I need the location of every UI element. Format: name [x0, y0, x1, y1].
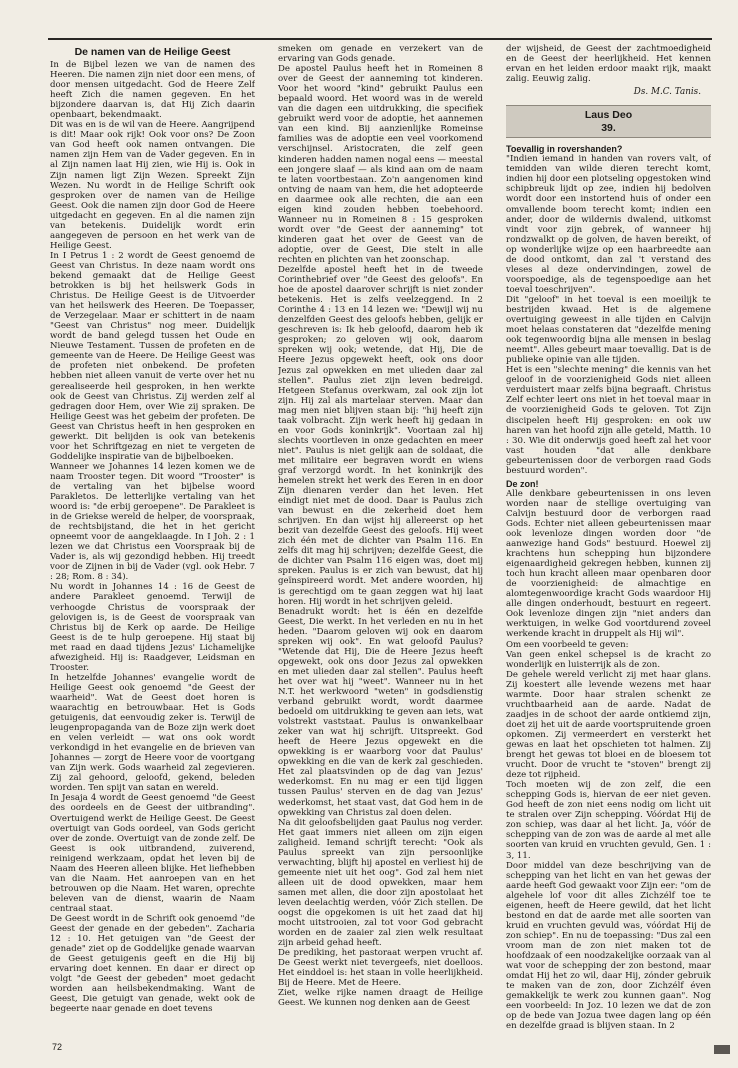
- paragraph: Ziet, welke rijke namen draagt de Heilige Geest. We kunnen nog denken aan de Geest: [278, 988, 483, 1009]
- paragraph: smeken om genade en verzekert van de ervaring van Gods genade.: [278, 44, 483, 65]
- top-rule: [48, 38, 712, 40]
- paragraph: De prediking, het pastoraat werpen vrucht af. De Geest werkt niet tevergeefs, niet doelloos. Het einddoel is: het staan in volle heerlijkheid. Bij de Heere. Met de Heere.: [278, 948, 483, 989]
- paragraph: In Jesaja 4 wordt de Geest genoemd "de Geest des oordeels en de Geest der uitbranding". Overtuigend werkt de Heilige Geest. De Geest overtuigt van Gods oordeel, van Gods gericht over de zonde. Overtuigt van de zonde zelf. De Geest is ook uitbrandend, zuiverend, reinigend werkzaam, opdat het leven bij de Naam des Heeren alleen blijke. Het liefhebben van die Naam. Het aanroepen van en het betrouwen op die Naam. Het waren, oprechte beleven van de dienst, waarin de Naam centraal staat.: [50, 793, 255, 914]
- paragraph: Dezelfde apostel heeft het in de tweede Corinthebrief over "de Geest des geloofs". En hoe de apostel daarover schrijft is niet zonder betekenis. Het is zelfs veelzeggend. In 2 Corinthe 4 : 13 en 14 lezen we: "Dewijl wij nu denzelfden Geest des geloofs hebben, gelijk er geschreven is: Ik heb geloofd, daarom heb ik gesproken; zo geloven wij ook, daarom spreken wij ook; wetende, dat Hij, Die de Heere Jezus opgewekt heeft, ook ons door Jezus zal opwekken en met ulieden daar zal stellen". Paulus ziet zijn leven bedreigd. Hetgeen Stefanus overkwam, zal ook zijn lot zijn. Hij zal als martelaar sterven. Maar dan mag men niet blijven staan bij: "hij heeft zijn taak volbracht. Zijn werk heeft hij gedaan in en voor Gods koninkrijk". Voortaan zal hij slechts voortleven in onze gedachten en meer niet". Paulus is niet gelijk aan de soldaat, die met militaire eer begraven wordt en wiens graf verzorgd wordt. In het koninkrijk des hemelen strekt het werk des Eeren in en door Zijn dienaren verder dan het leven. Het eindigt niet met de dood. Daar is Paulus zich van bewust en die zekerheid doet hem schrijven. En dan wijst hij allereerst op het bezit van dezelfde Geest des geloofs. Hij weet zich één met de dichter van Psalm 116. En zelfs dit mag hij schrijven; dezelfde Geest, die de dichter van Psalm 116 eigen was, doet mij spreken. Paulus is er zich van bewust, dat hij geïnspireerd wordt. Met andere woorden, hij is gerechtigd om te gaan zeggen wat hij laat horen. Hij wordt in het schrijven geleid.: [278, 265, 483, 607]
- paragraph: Door middel van deze beschrijving van de schepping van het licht en van het gewas der aarde heeft God gewaakt voor Zijn eer: "om de algehele lof voor dit alles Zichzélf toe te eigenen, heeft de Heere gewild, dat het licht bestond en dat de aarde met alle soorten van kruid en vruchten gevuld was, vóórdat Hij de zon schiep". En nu de toepassing: "Dus zal een vroom man de zon niet maken tot de hoofdzaak of een noodzakelijke oorzaak van al wat voor de schepping der zon bestond, maar omdat Hij het zo wil, daar Hij, zónder gebruik te maken van de zon, door Zichzélf éven gemakkelijk te werk zou kunnen gaan". Nog een voorbeeld: In Joz. 10 lezen we dat de zon op de bede van Jozua twee dagen lang op één en dezelfde graad is blijven staan. In 2: [506, 860, 711, 1032]
- section-number: 39.: [601, 121, 616, 134]
- subheading-2: De zon!: [506, 478, 539, 489]
- column-3: [506, 44, 711, 1034]
- section-heading-box: [506, 105, 711, 138]
- article-title: De namen van de Heilige Geest: [74, 46, 231, 58]
- paragraph: De apostel Paulus heeft het in Romeinen 8 over de Geest der aanneming tot kinderen. Voor het woord "kind" gebruikt Paulus een bepaald woord. Het woord was in de wereld van die dagen een uitdrukking, die specifiek gebruikt werd voor de adoptie, het aannemen van een kind. Bij aanzienlijke Romeinse families was de adoptie een veel voorkomend verschijnsel. Aristocraten, die zelf geen kinderen hadden namen nogal eens — meestal een jongere slaaf — als kind aan om de naam te laten voortbestaan. Zo'n aangenomen kind ontving de naam van hem, die het adopteerde en daarmee ook alle rechten, die aan een eigen kind zouden hebben toebehoord. Wanneer nu in Romeinen 8 : 15 gesproken wordt over "de Geest der aanneming" tot kinderen gaat het over de Geest van de adoptie, over de Geest, Die stelt in alle rechten en plichten van het zoonschap.: [278, 64, 483, 265]
- paragraph: Toch moeten wij de zon zelf, die een schepping Gods is, hiervan de eer niet geven. God heeft de zon niet eens nodig om licht uit te stralen over Zijn schepping. Vóórdat Hij de zon schiep, was daar al het licht. Ja, vóór de schepping van de zon was de aarde al met alle soorten van kruid en vruchten gevuld, Gen. 1 : 3, 11.: [506, 780, 711, 861]
- paragraph: Wanneer we Johannes 14 lezen komen we de naam Trooster tegen. Dit woord "Trooster" is de vertaling van het bijbelse woord Parakletos. De letterlijke vertaling van het woord is: "de erbij geroepene". De Parakleet is in de Griekse wereld de helper, de voorspraak, de rechtsbijstand, die het in het gericht opneemt voor de aangeklaagde. In I Joh. 2 : 1 lezen we dat Christus een Voorspraak bij de Vader is, als wij gezondigd hebben. Hij treedt voor de Zijnen in bij de Vader (vgl. ook Hebr. 7 : 28; Rom. 8 : 34).: [50, 461, 255, 583]
- paragraph: Na dit geloofsbelijden gaat Paulus nog verder. Het gaat immers niet alleen om zijn eigen zaligheid. Iemand schrijft terecht: "Ook als Paulus spreekt van zijn persoonlijke verwachting, blijft hij apostel en verliest hij de gemeente niet uit het oog". God zal hem niet alleen uit de dood opwekken, maar hem samen met allen, die door zijn apostolaat het leven deelachtig werden, vóór Zich stellen. De oogst die opgekomen is uit het zaad dat hij mocht uitstrooien, zal tot voor God gebracht worden en de zaaier zal zien welk resultaat zijn arbeid gehad heeft.: [278, 817, 483, 949]
- paragraph: Benadrukt wordt: het is één en dezelfde Geest, Die werkt. In het verleden en nu in het heden. "Daarom geloven wij ook en daarom spreken wij ook". En wat geloofd Paulus? "Wetende dat Hij, Die de Heere Jezus heeft opgewekt, ook ons door Jezus zal opwekken en met ulieden daar zal stellen". Paulus heeft het over wat hij "weet". Wanneer nu in het N.T. het werkwoord "weten" in godsdienstig verband gebruikt wordt, wordt daarmee bedoeld om uitdrukking te geven aan iets, wat volstrekt vaststaat. Paulus is onwankelbaar zeker van wat hij schrijft. Uitspreekt. God heeft de Heere Jezus opgewekt en die opwekking is er waarborg voor dat Paulus' opwekking en die van de kerk zal geschieden. Het zal plaatsvinden op de dag van Jezus' wederkomst. En nu mag er een tijd liggen tussen Paulus' sterven en de dag van Jezus' wederkomst, het staat vast, dat God hem in de opwekking van Christus zal doen delen.: [278, 606, 483, 818]
- paragraph: In hetzelfde Johannes' evangelie wordt de Heilige Geest ook genoemd "de Geest der waarheid". Wat de Geest doet horen is waarachtig en betrouwbaar. Het is Gods getuigenis, dat eenvoudig zeker is. Terwijl de leugenpropaganda van de Boze zijn werk doet en velen verleidt — wat ons ook wordt verkondigd in het evangelie en de brieven van Johannes — zorgt de Heere voor de voortgang van Zijn werk. Gods waarheid zal zegevieren. Zij zal gehoord, geloofd, gekend, beleden worden. Ten spijt van satan en wereld.: [50, 672, 255, 794]
- paragraph: "Indien iemand in handen van rovers valt, of temidden van wilde dieren terecht komt, indien hij door een plotseling opgestoken wind schipbreuk lijdt op zee, indien hij bedolven wordt door een instortend huis of onder een omvallende boom terecht komt; indien een ander, door de wildernis dwalend, uitkomst vindt voor zijn gebrek, of wanneer hij rondzwalkt op de golven, de haven bereikt, of op wonderlijke wijze op een haarbreedte aan de dood ontkomt, dan zal 't verstand des vleses al deze ondervindingen, zowel de voorspoedige, als de tegenspoedige aan het toeval toeschrijven".: [506, 154, 711, 295]
- subheading-1: Toevallig in rovershanden?: [506, 144, 623, 155]
- paragraph: Alle denkbare gebeurtenissen in ons leven worden naar de stellige overtuiging van Calvijn bestuurd door de verborgen raad Gods. Echter niet alleen gebeurtenissen maar ook levenloze dingen worden door "de aanwezige hand Gods" bestuurd. Hoewel zij krachtens hun schepping hun bijzondere eigenaardigheid gekregen hebben, kunnen zij toch hun kracht alleen maar openbaren door de voorzienigheid: de almachtige en alomtegenwoordige kracht Gods waardoor Hij alle dingen onderhoudt, bestuurt en regeert. Ook levenloze dingen zijn "niet anders dan werktuigen, in welke God voortdurend zoveel werkende kracht in druppelt als Hij wil".: [506, 488, 711, 640]
- author-signature: Ds. M.C. Tanis.: [633, 87, 701, 98]
- paragraph: Nu wordt in Johannes 14 : 16 de Geest de andere Parakleet genoemd. Terwijl de verhoogde Christus de voorspraak der gelovigen is, is de Geest de voorspraak van Christus bij de Kerk op aarde. De Heilige Geest is de te hulp geroepene. Hij staat bij met raad en daad tijdens Jezus' Lichamelijke afwezigheid. Hij is: Raadgever, Leidsman en Trooster.: [50, 582, 255, 673]
- paragraph: In de Bijbel lezen we van de namen des Heeren. Die namen zijn niet door een mens, of door mensen uitgedacht. God de Heere Zelf heeft Zich die namen gegeven. En het bijzondere daarvan is, dat Hij Zich daarin openbaart, bekendmaakt.: [50, 60, 255, 121]
- section-title: Laus Deo: [584, 109, 633, 122]
- paragraph: Van geen enkel schepsel is de kracht zo wonderlijk en luisterrijk als de zon.: [506, 649, 711, 670]
- page-number: 72: [52, 1042, 63, 1052]
- paragraph: Dit was en is de wil van de Heere. Aangrijpend is dit! Maar ook rijk! Ook voor ons? De Zoon van God heeft ook namen ontvangen. Die namen zijn Hem van de Vader gegeven. En in al Zijn namen laat Hij zien, wie Hij is. Ook in Zijn namen ligt Zijn Wezen. Spreekt Zijn Wezen. Nu wordt in de Heilige Schrift ook gesproken over de namen van de Heilige Geest. Ook die namen zijn door God de Heere uitgedacht en gegeven. En al die namen zijn van betekenis. Duidelijk wordt erin aangegeven de persoon en het werk van de Heilige Geest.: [50, 120, 255, 251]
- paragraph: De gehele wereld verlicht zij met haar glans. Zij koestert alle levende wezens met haar warmte. Door haar stralen schenkt ze vruchtbaarheid aan de aarde. Nadat de zaadjes in de schoot der aarde ontkiemd zijn, doet zij het uit de aarde voortspruitende groen opkomen. Zij vermeerdert en versterkt het gewas en laat het opschieten tot halmen. Zij brengt het gewas tot bloei en de bloesem tot vrucht. Door de vrucht te "stoven" brengt zij deze tot rijpheid.: [506, 669, 711, 781]
- paragraph: Om een voorbeeld te geven:: [506, 639, 629, 650]
- paragraph: De Geest wordt in de Schrift ook genoemd "de Geest der genade en der gebeden". Zacharia 12 : 10. Het getuigen van "de Geest der genade" ziet op de Goddelijke genade waarvan de Geest getuigenis geeft en die Hij bij ervaring doet kennen. En daar er direct op volgt "de Geest der gebeden" moet gedacht worden aan heilsbekendmaking. Want de Geest, Die getuigt van genade, wekt ook de begeerte naar genade en doet tevens: [50, 913, 255, 1015]
- paragraph: der wijsheid, de Geest der zachtmoedigheid en de Geest der heerlijkheid. Het kennen ervan en het leiden erdoor maakt rijk, maakt zalig. Eeuwig zalig.: [506, 44, 711, 85]
- column-2: [278, 44, 483, 1034]
- paragraph: Dit "geloof" in het toeval is een moeilijk te bestrijden kwaad. Het is de algemene overtuiging geweest in alle tijden en Calvijn moet helaas constateren dat "dezelfde mening ook tegenwoordig bijna alle mensen in beslag neemt". Alles gebeurt maar toevallig. Dat is de publieke opinie van alle tijden.: [506, 294, 711, 366]
- corner-mark: [714, 1045, 730, 1054]
- paragraph: Het is een "slechte mening" die kennis van het geloof in de voorzienigheid Gods niet alleen verduistert maar zelfs bijna begraaft. Christus Zelf echter leert ons niet in het toeval maar in de voorzienigheid Gods te geloven. Tot Zijn discipelen heeft Hij gesproken: en ook uw haren van het hoofd zijn alle geteld, Matth. 10 : 30. Wie dit onderwijs goed heeft zal het voor vast houden "dat alle denkbare gebeurtenissen door de verborgen raad Gods bestuurd worden".: [506, 365, 711, 476]
- paragraph: In I Petrus 1 : 2 wordt de Geest genoemd de Geest van Christus. In deze naam wordt ons bekend gemaakt dat de Heilige Geest betrokken is bij het heilswerk Gods in Christus. De Heilige Geest is de Uitvoerder van het heilswerk des Heeren. De Toepasser, de Verzegelaar. Maar er schittert in de naam "Geest van Christus" nog meer. Duidelijk wordt de band gelegd tussen het Oude en Nieuwe Testament. Tussen de profeten en de gemeente van de Heere. De Heilige Geest was de profeten niet onbekend. De profeten hebben niet alleen vanuit de verte over het nu gerealiseerde heil gesproken, in hen werkte ook de Geest van Christus. Zij werden zelf al gedragen door Hem, over Wie zij spraken. De Heilige Geest was het gebeim der profeten. De Geest van Christus heeft in hen gesproken en gewerkt. Dit belijden is ook van betekenis voor het Schriftgezag en niet te vergeten de Goddelijke inspiratie van de bijbelboeken.: [50, 250, 255, 462]
- column-1: [50, 44, 255, 1034]
